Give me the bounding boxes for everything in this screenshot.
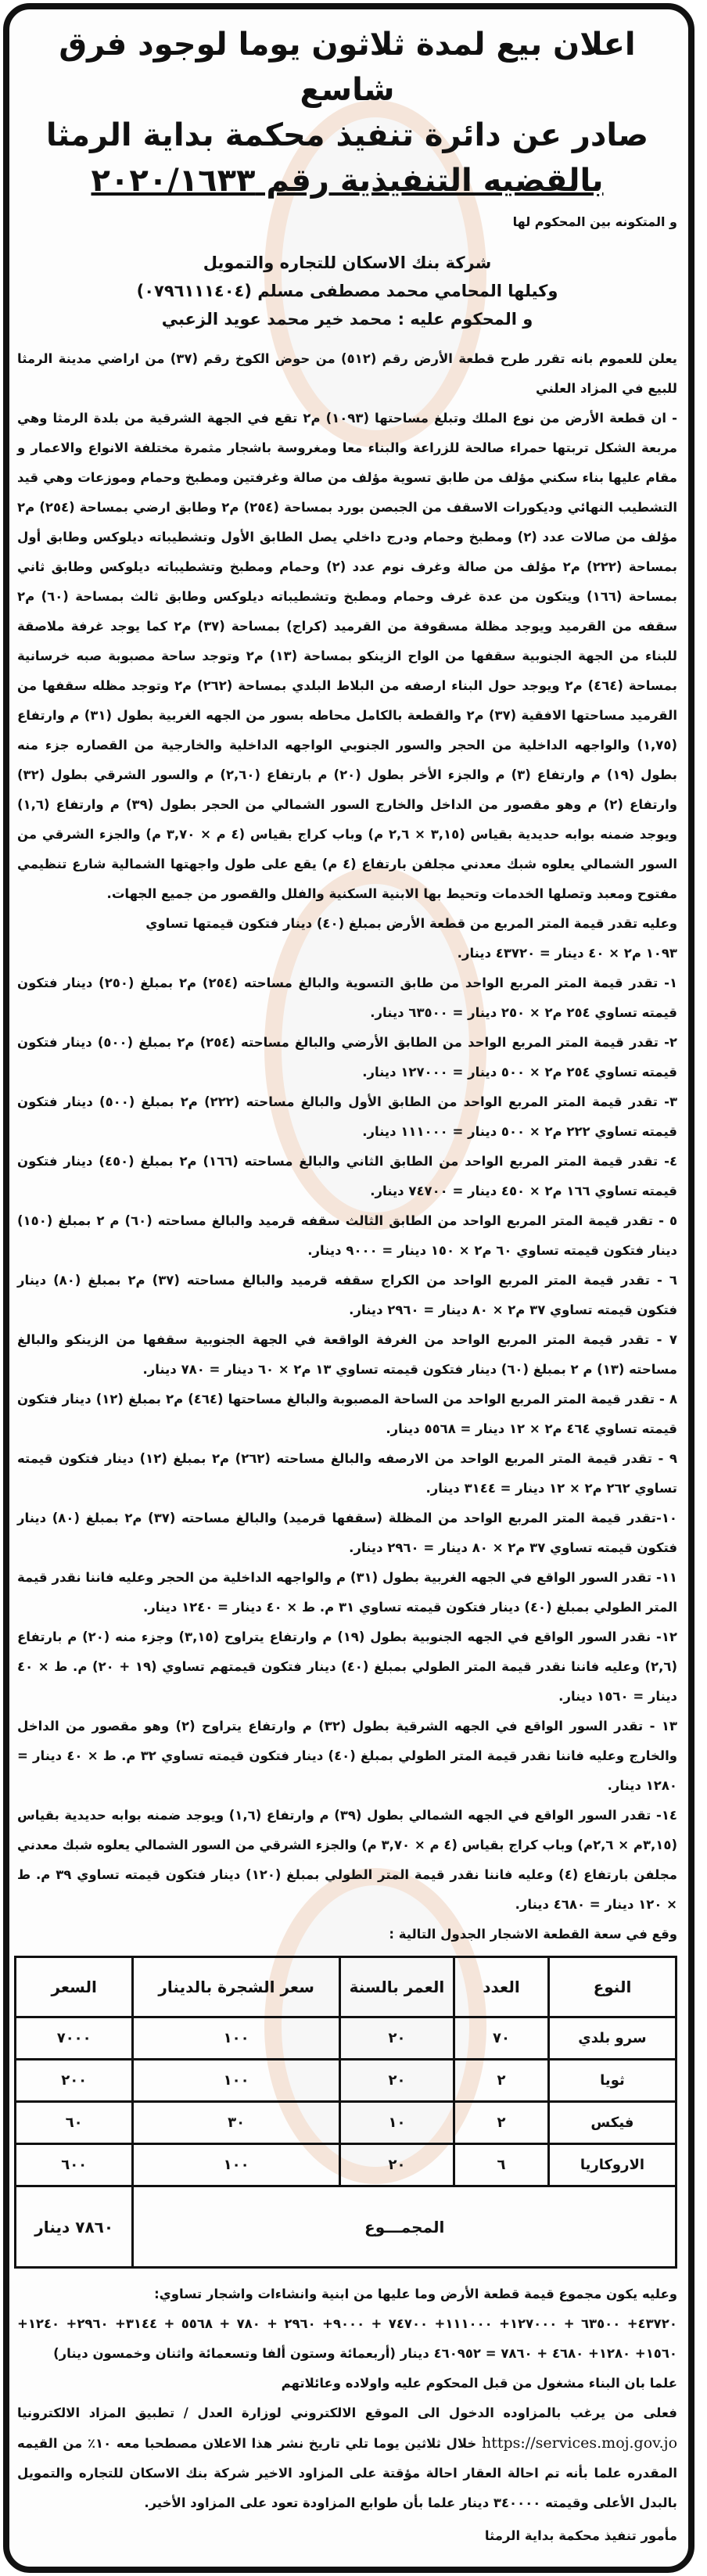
valuation-item: ٣- تقدر قيمة المتر المربع الواحد من الطابق الأول والبالغ مساحته (٢٢٢) م٢ بمبلغ (٥٠٠) دينار فتكون قيمته تساوي ٢٢٢ م٢ × ٥٠٠ دينار = ١١١٠٠٠ دينار. (17, 1094, 678, 1139)
valuation-item: ٨ - تقدر قيمة المتر المربع الواحد من الساحة المصبوبة والبالغ مساحتها (٤٦٤) م٢ بمبلغ (١٢) دينار فتكون قيمته تساوي ٤٦٤ م٢ × ١٢ دينار = ٥٥٦٨ دينار. (17, 1392, 678, 1436)
valuation-item: ١٢- نقدر السور الواقع في الجهه الجنوبية بطول (١٩) م وارتفاع يتراوح (٣,١٥) وجزء منه (٢٠) م بارتفاع (٢,٦) وعليه فاننا نقدر قيمة المتر الطولي بمبلغ (٤٠) دينار فتكون قيمتهم تساوي (١٩ + ٢٠) م. ط × ٤٠ دينار = ١٥٦٠ دينار. (17, 1629, 678, 1704)
cell-count: ٢ (454, 2102, 549, 2144)
table-row (16, 2017, 676, 2060)
col-type: النوع (548, 1957, 676, 2017)
cell-type: فيكس (548, 2102, 676, 2144)
total-label: المجمـــوع (133, 2186, 676, 2268)
table-total-row (16, 2186, 676, 2268)
creditor-name: شركة بنك الاسكان للتجاره والتمويل (203, 253, 492, 272)
valuation-item: ٦ - تقدر قيمة المتر المربع الواحد من الكراج سقفه قرميد والبالغ مساحته (٣٧) م٢ بمبلغ (٨٠) دينار فتكون قيمته تساوي ٣٧ م٢ × ٨٠ دينار = ٢٩٦٠ دينار. (17, 1273, 677, 1317)
cell-type: سرو بلدي (548, 2017, 676, 2060)
cell-tree-price: ٣٠ (133, 2102, 340, 2144)
valuation-section (17, 909, 677, 1920)
cell-age: ٢٠ (339, 2144, 454, 2186)
valuation-item: ١١- تقدر السور الواقع في الجهه الغربية بطول (٣١) م والواجهه الداخلية من الحجر وعليه فاننا نقدر قيمة المتر الطولي بمبلغ (٤٠) دينار فتكون قيمته تساوي ٣١ م. ط × ٤٠ دينار = ١٢٤٠ دينار. (17, 1570, 677, 1615)
bidding-instructions (17, 2398, 677, 2518)
valuation-item: ٥ - تقدر قيمة المتر المربع الواحد من الطابق الثالث سقفه قرميد والبالغ مساحته (٦٠) م ٢ بمبلغ (١٥٠) دينار فتكون قيمته تساوي ٦٠ م٢ × ١٥٠ دينار = ٩٠٠٠ دينار. (17, 1213, 678, 1258)
notice-frame (3, 3, 694, 2573)
cell-tree-price: ١٠٠ (133, 2060, 340, 2102)
total-value: ٧٨٦٠ دينار (16, 2186, 133, 2268)
trees-table (14, 1956, 677, 2269)
cell-count: ٦ (454, 2144, 549, 2186)
trees-caption: وقع في سعة القطعة الاشجار الجدول التالية : (389, 1927, 677, 1942)
sum-line: ٤٣٧٢٠+ ٦٣٥٠٠ + ١٢٧٠٠٠+ ١١١٠٠٠+ ٧٤٧٠٠ + ٩٠٠٠+ ٢٩٦٠ + ٧٨٠ + ٥٥٦٨ + ٣١٤٤+ ٢٩٦٠+ ١٢٤٠+ ١٥٦٠+ ١٢٨٠+ ٤٦٨٠ + ٧٨٦٠ = ٤٦٠٩٥٢ دينار (أربعمائة وستون ألفا وتسعمائة واثنان وخمسون دينار) (17, 2316, 677, 2361)
signature: مأمور تنفيذ محكمة بداية الرمثا (484, 2528, 677, 2543)
cell-tree-price: ١٠٠ (133, 2144, 340, 2186)
valuation-item: ٤- تقدر قيمة المتر المربع الواحد من الطابق الثاني والبالغ مساحته (١٦٦) م٢ بمبلغ (٤٥٠) دينار فتكون قيمته تساوي ١٦٦ م٢ × ٤٥٠ دينار = ٧٤٧٠٠ دينار. (17, 1154, 678, 1198)
cell-price: ٦٠ (16, 2102, 133, 2144)
notice-title-line: اعلان بيع لمدة ثلاثون يوما لوجود فرق شاسع (59, 27, 636, 108)
valuation-item: ١٠-تقدر قيمة المتر المربع الواحد من المظلة (سقفها قرميد) والبالغ مساحته (٣٧) م٢ بمبلغ (٨٠) دينار فتكون قيمته تساوي ٣٧ م٢ × ٨٠ دينار = ٢٩٦٠ دينار. (17, 1511, 677, 1555)
bid-text: خلال ثلاثين يوما تلي تاريخ نشر هذا الاعلان مصطحبا معه ١٠٪ من القيمه المقدره علما بأنه تم احالة العقار احالة مؤقتة على المزاود الاخير شركة بنك الاسكان للتجاره والتمويل بالبدل الأعلى وقيمته ٣٤٠٠٠٠ دينار علما بأن طوابع المزاودة تعود على المزاود الأخير. (17, 2436, 677, 2510)
lawyer-name: وكيلها المحامي محمد مصطفى مسلم (٠٧٩٦١١١٤٠٤) (136, 282, 558, 300)
cell-age: ١٠ (339, 2102, 454, 2144)
property-description: - ان قطعة الأرض من نوع الملك وتبلغ مساحتها (١٠٩٣) م٢ تقع في الجهة الشرقية من بلدة الرمثا وهي مربعة الشكل تربتها حمراء صالحة للزراعة والبناء معا ومغروسة باشجار مثمرة مختلفة الانواع والاعمار و مقام عليها بناء سكني مؤلف من طابق تسوية مؤلف من صالة وغرفتين ومطبخ وحمام وموزعات وهي قيد التشطيب النهائي وديكورات الاسقف من الجبصن بورد بمساحة (٢٥٤) م٢ وطابق ارضي بمساحة (٢٥٤) م٢ مؤلف من صالات عدد (٢) ومطبخ وحمام ودرج داخلي يصل الطابق الأول وتشطيباته ديلوكس وطابق أول بمساحة (٢٢٢) م٢ مؤلف من صالة وغرف نوم عدد (٢) وحمام ومطبخ وتشطيباته ديلوكس وطابق ثاني بمساحة (١٦٦) ويتكون من عدة غرف وحمام ومطبخ وتشطيباته ديلوكس وطابق ثالث بمساحة (٦٠) م٢ سقفه من القرميد ويوجد مظلة مسقوفة من القرميد (كراج) بمساحة (٣٧) م٢ كما يوجد غرفة ملاصقة للبناء من الجهة الجنوبية سقفها من الواح الزينكو بمساحة (١٣) م٢ وتوجد ساحة مصبوبة صبه خرسانية بمساحة (٤٦٤) م٢ ويوجد حول البناء ارصفه من البلاط البلدي بمساحة (٢٦٢) م٢ وتوجد مظله سقفها من القرميد مساحتها الافقية (٣٧) م٢ والقطعة بالكامل محاطه بسور من الجهه الغربية بطول (٣١) م وارتفاع (١,٧٥) والواجهه الداخلية من الحجر والسور الجنوبي الواجهه الداخلية والخارجية من القصاره جزء منه بطول (١٩) م وارتفاع (٣) م والجزء الأخر بطول (٢٠) م بارتفاع (٢,٦٠) م والسور الشرقي بطول (٣٢) وارتفاع (٢) م وهو مقصور من الداخل والخارج السور الشمالي من الحجر بطول (٣٩) م وارتفاع (١,٦) ويوجد ضمنه بوابه حديدية بقياس (٣,١٥ × ٢,٦ م) وباب كراج بقياس (٤ م × ٣,٧٠ م) والجزء الشرقي من السور الشمالي يعلوه شبك معدني مجلفن بارتفاع (٤ م) يقع على طول واجهتها الشمالية شارع تنظيمي مفتوح ومعبد وتصلها الخدمات وتحيط بها الابنية السكنية والفلل والقصور من جميع الجهات. (17, 411, 678, 901)
bid-text: فعلى من يرغب بالمزاوده الدخول الى الموقع الالكتروني لوزارة العدل / تطبيق المزاد الالكترونيا (17, 2405, 677, 2420)
col-count: العدد (454, 1957, 549, 2017)
land-value-calc: ١٠٩٣ م٢ × ٤٠ دينار = ٤٣٧٢٠ دينار. (457, 946, 677, 961)
notice-title-line: صادر عن دائرة تنفيذ محكمة بداية الرمثا (45, 117, 649, 153)
col-age: العمر بالسنة (339, 1957, 454, 2017)
notice-title-line: بالقضيه التنفيذية رقم ٢٠٢٠/١٦٣٣ (91, 163, 604, 199)
cell-type: الاروكاريا (548, 2144, 676, 2186)
cell-count: ٢ (454, 2060, 549, 2102)
cell-type: ثويا (548, 2060, 676, 2102)
cell-tree-price: ١٠٠ (133, 2017, 340, 2060)
trees-section (14, 1920, 677, 2269)
moj-url-link[interactable]: https://services.moj.gov.jo (481, 2434, 678, 2452)
occupancy-note: علما بان البناء مشغول من قبل المحكوم عليه واولاده وعائلاتهم (281, 2376, 677, 2391)
col-tree-price: سعر الشجرة بالدينار (133, 1957, 340, 2017)
valuation-item: ١- تقدر قيمة المتر المربع الواحد من طابق التسوية والبالغ مساحته (٢٥٤) م٢ بمبلغ (٢٥٠) دينار فتكون قيمته تساوي ٢٥٤ م٢ × ٢٥٠ دينار = ٦٣٥٠٠ دينار. (17, 975, 678, 1020)
valuation-item: ١٤- تقدر السور الواقع في الجهه الشمالي بطول (٣٩) م وارتفاع (١,٦) ويوجد ضمنه بوابه حديدية بقياس (٣,١٥م × ٢,٦م) وباب كراج بقياس (٤ م × ٣,٧٠ م) والجزء الشرقي من السور الشمالي يعلوه شبك معدني مجلفن بارتفاع (٤) وعليه فاننا نقدر قيمة المتر الطولي بمبلغ (١٢٠) دينار فتكون قيمته تساوي ٣٩ م. ط × ١٢٠ دينار = ٤٦٨٠ دينار. (17, 1808, 678, 1912)
notice-footer (17, 2280, 677, 2551)
cell-price: ٢٠٠ (16, 2060, 133, 2102)
valuation-item: ٧ - تقدر قيمة المتر المربع الواحد من الغرفة الواقعة في الجهة الجنوبية سقفها من الزينكو والبالغ مساحته (١٣) م ٢ بمبلغ (٦٠) دينار فتكون قيمته تساوي ١٣ م٢ × ٦٠ دينار = ٧٨٠ دينار. (17, 1332, 677, 1377)
col-price: السعر (16, 1957, 133, 2017)
table-row (16, 2144, 676, 2186)
announcement-text: يعلن للعموم بانه تقرر طرح قطعة الأرض رقم (٥١٢) من حوض الكوخ رقم (٣٧) من اراضي مدينة الرمثا للبيع في المزاد العلني (17, 351, 677, 396)
cell-count: ٧٠ (454, 2017, 549, 2060)
notice-body (17, 344, 677, 909)
land-value-intro: وعليه تقدر قيمة المتر المربع من قطعة الأرض بمبلغ (٤٠) دينار فتكون قيمتها تساوي (145, 916, 677, 931)
cell-price: ٦٠٠ (16, 2144, 133, 2186)
debtor-name: و المحكوم عليه : محمد خير محمد عويد الزعبي (161, 310, 533, 329)
table-header-row (16, 1957, 676, 2017)
table-row (16, 2102, 676, 2144)
total-intro: وعليه يكون مجموع قيمة قطعة الأرض وما عليها من ابنية وانشاءات واشجار تساوي: (154, 2287, 677, 2301)
cell-age: ٢٠ (339, 2017, 454, 2060)
valuation-item: ١٣ - تقدر السور الواقع في الجهه الشرقية بطول (٣٢) م وارتفاع يتراوح (٢) وهو مقصور من الداخل والخارج وعليه فاننا نقدر قيمة المتر الطولي بمبلغ (٤٠) دينار فتكون قيمته تساوي ٣٢ م. ط × ٤٠ دينار = ١٢٨٠ دينار. (17, 1719, 677, 1793)
cell-price: ٧٠٠٠ (16, 2017, 133, 2060)
table-row (16, 2060, 676, 2102)
cell-age: ٢٠ (339, 2060, 454, 2102)
valuation-item: ٩ - تقدر قيمة المتر المربع الواحد من الارصفه والبالغ مساحته (٢٦٢) م٢ بمبلغ (١٢) دينار فتكون قيمته تساوي ٢٦٢ م٢ × ١٢ دينار = ٣١٤٤ دينار. (17, 1451, 677, 1496)
valuation-item: ٢- تقدر قيمة المتر المربع الواحد من الطابق الأرضي والبالغ مساحته (٢٥٤) م٢ بمبلغ (٥٠٠) دينار فتكون قيمته تساوي ٢٥٤ م٢ × ٥٠٠ دينار = ١٢٧٠٠٠ دينار. (17, 1035, 677, 1080)
parties-intro: و المتكونه بين المحكوم لها (512, 214, 677, 229)
notice-header (17, 22, 677, 333)
